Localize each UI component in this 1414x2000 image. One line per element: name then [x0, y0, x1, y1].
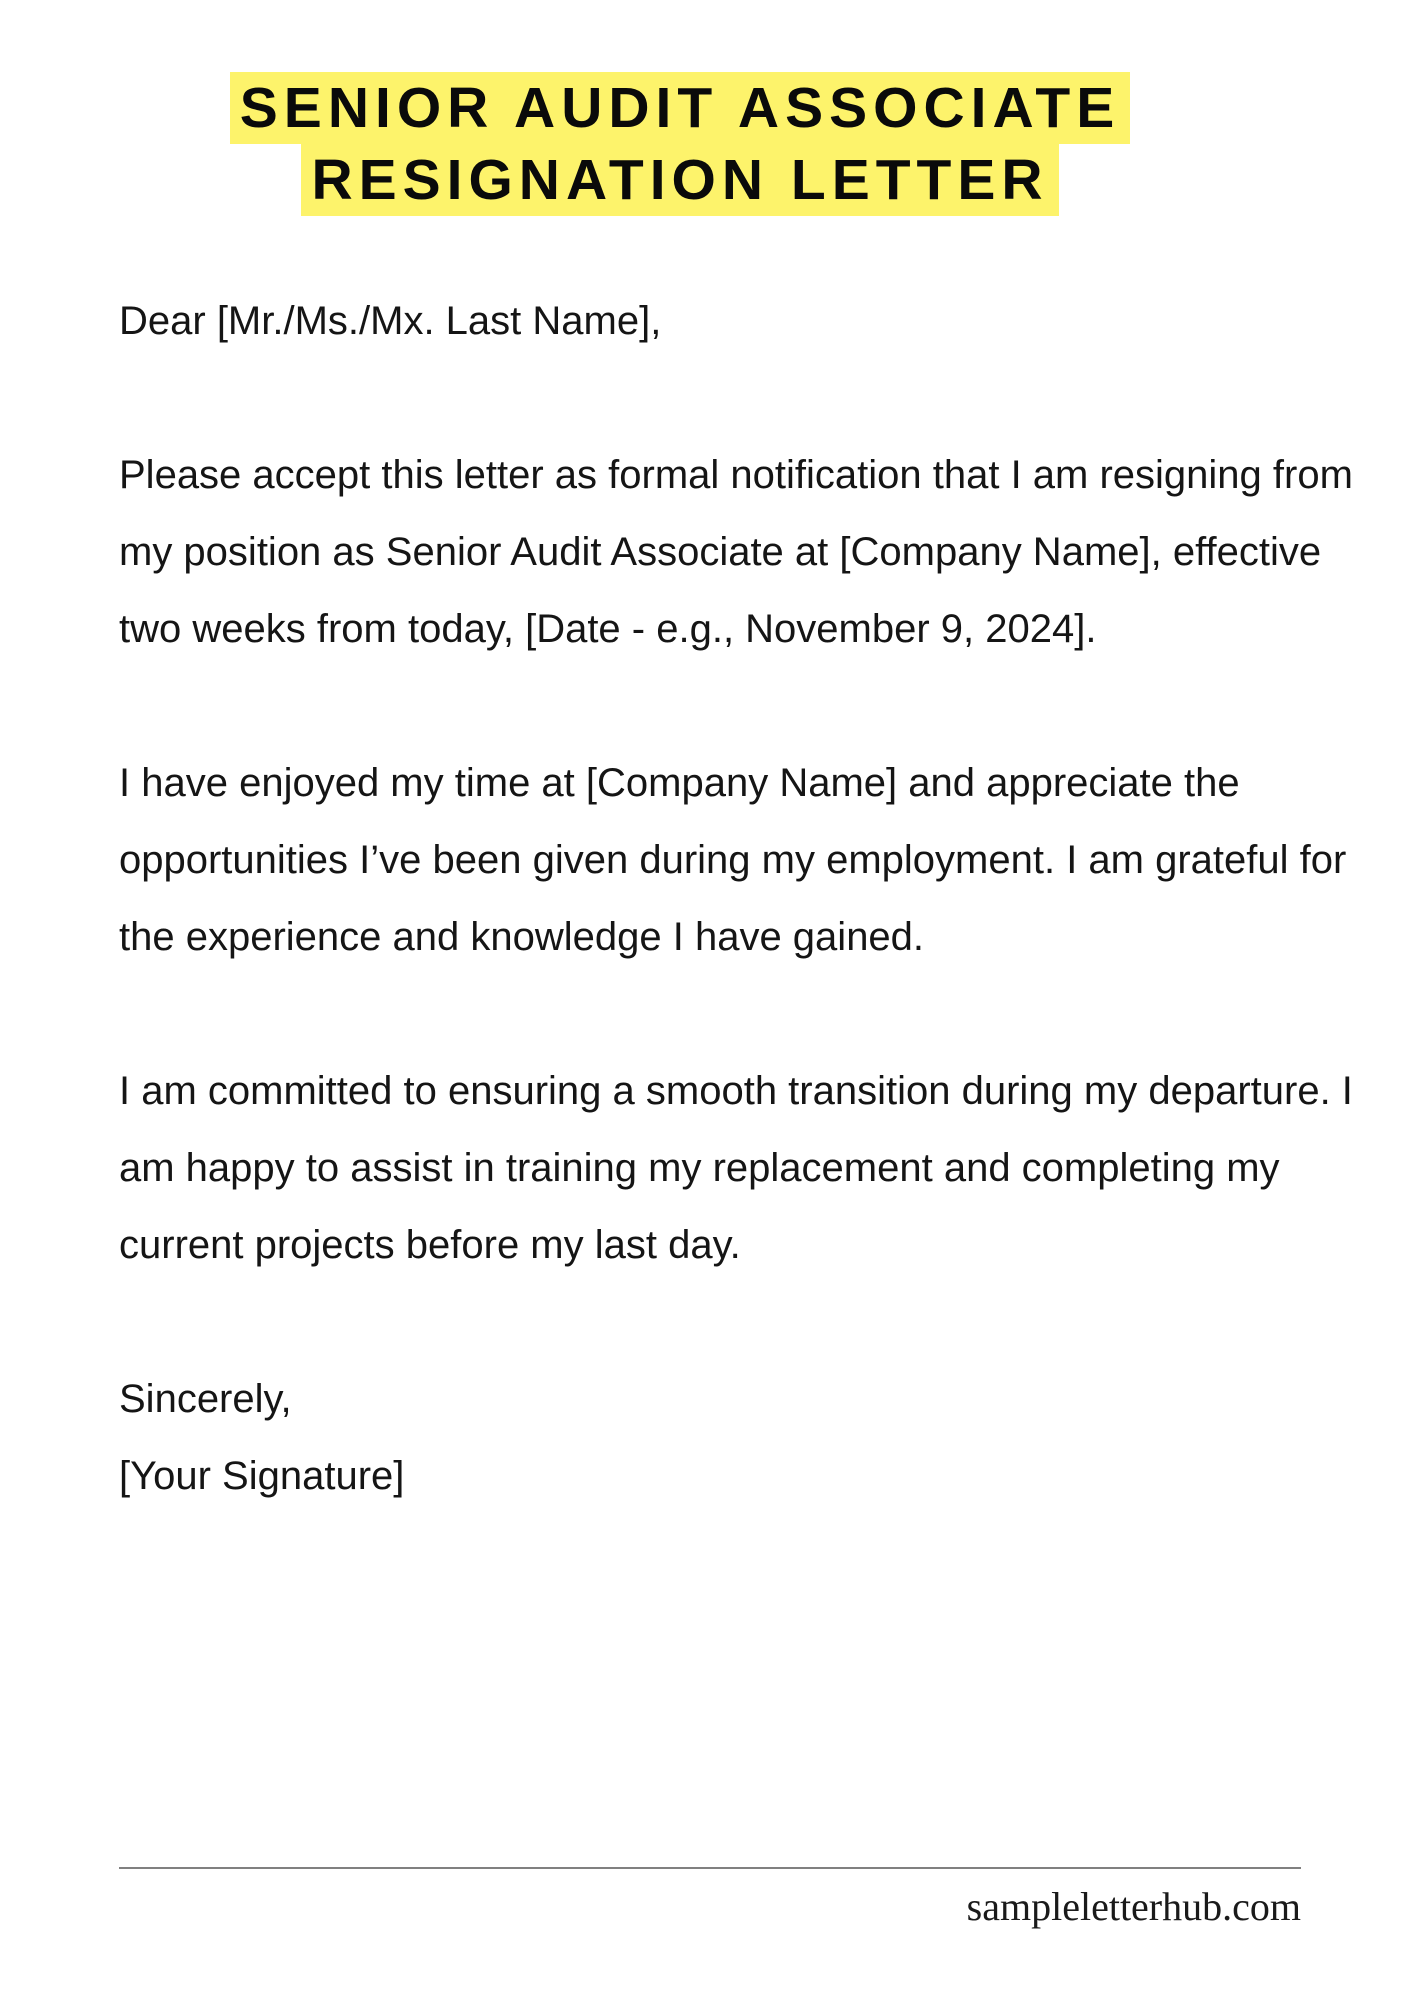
page-title [0, 72, 1360, 216]
signature-placeholder: [Your Signature] [119, 1454, 405, 1498]
closing: Sincerely, [119, 1377, 292, 1421]
paragraph-1: Please accept this letter as formal notification that I am resigning from my position as Senior Audit Associate at [Company Name], effective two weeks from today, [Date - e.g., November 9, 2024]. [119, 453, 1353, 651]
paragraph-3: I am committed to ensuring a smooth transition during my departure. I am happy to assist in training my replacement and completing my current projects before my last day. [119, 1069, 1353, 1267]
salutation: Dear [Mr./Ms./Mx. Last Name], [119, 299, 662, 343]
site-link[interactable]: sampleletterhub.com [966, 1884, 1301, 1929]
title-line-2: RESIGNATION LETTER [301, 144, 1058, 216]
paragraph-2: I have enjoyed my time at [Company Name] and appreciate the opportunities I’ve been given during my employment. I am grateful for the experience and knowledge I have gained. [119, 761, 1347, 959]
letter-body [119, 283, 1359, 1515]
title-line-1: SENIOR AUDIT ASSOCIATE [230, 72, 1130, 144]
footer-divider [119, 1867, 1301, 1869]
